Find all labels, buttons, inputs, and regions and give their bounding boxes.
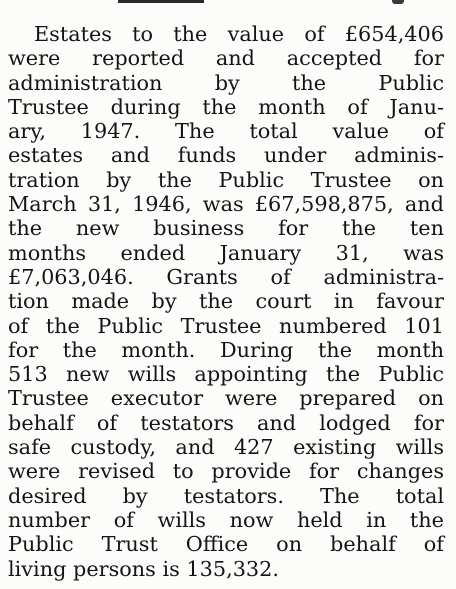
article-line: number of wills now held in the — [8, 507, 444, 532]
article-line: Estates to the value of £654,406 — [34, 22, 444, 46]
article-line: were revised to provide for changes — [8, 459, 444, 484]
article-line: behalf of testators and lodged for — [8, 410, 444, 435]
article-line: safe custody, and 427 existing wills — [8, 435, 444, 460]
article-line: £7,063,046. Grants of administra- — [8, 264, 444, 289]
article-line: were reported and accepted for — [8, 46, 444, 71]
article-line: tration by the Public Trustee on — [8, 167, 444, 192]
article-line: Public Trust Office on behalf of — [8, 532, 444, 557]
article-paragraph — [8, 22, 444, 581]
article-line: for the month. During the month — [8, 337, 444, 362]
article-line: Trustee executor were prepared on — [8, 386, 444, 411]
article-line: Trustee during the month of Janu- — [8, 94, 444, 119]
article-line: administration by the Public — [8, 70, 444, 95]
header-rule — [118, 0, 204, 3]
article-line: desired by testators. The total — [8, 483, 444, 508]
article-line: the new business for the ten — [8, 216, 444, 241]
header-mark — [392, 0, 404, 4]
article-line: 513 new wills appointing the Public — [8, 362, 444, 387]
article-line: tion made by the court in favour — [8, 289, 444, 314]
article-line: March 31, 1946, was £67,598,875, and — [8, 192, 444, 217]
article-line: estates and funds under adminis- — [8, 143, 444, 168]
article-line: ary, 1947. The total value of — [8, 119, 444, 144]
article-line: of the Public Trustee numbered 101 — [8, 313, 444, 338]
article-line: months ended January 31, was — [8, 240, 444, 265]
article-line: living persons is 135,332. — [8, 556, 279, 581]
